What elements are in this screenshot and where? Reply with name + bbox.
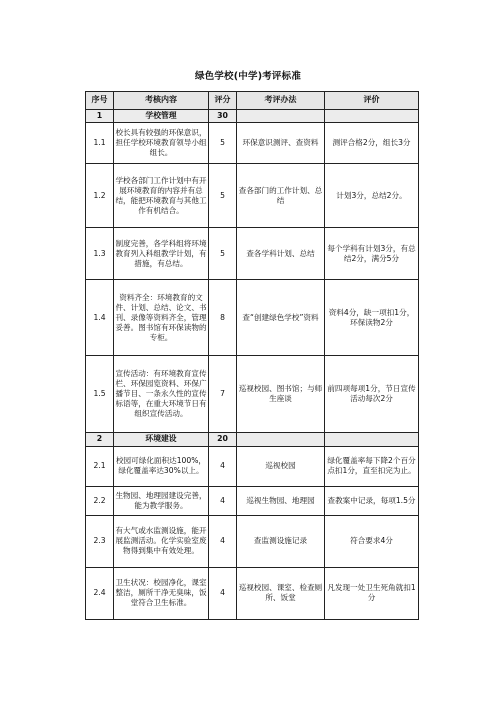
row-content: 有大气或水监测设施，能开展监测活动。化学实验室废物得到集中有效处理。	[114, 515, 209, 567]
section-row-school-management	[86, 110, 419, 123]
row-review: 测评合格2分，组长3分	[325, 123, 419, 164]
table-row	[86, 228, 419, 280]
table-row	[86, 280, 419, 356]
section-score: 20	[209, 433, 237, 446]
row-content: 卫生状况：校园净化，课室整洁，厕所干净无臭味，饭堂符合卫生标准。	[114, 567, 209, 619]
row-method: 巡视校园、图书馆；与师生座谈	[237, 356, 325, 433]
section-name: 环境建设	[114, 433, 209, 446]
evaluation-table	[85, 91, 419, 620]
row-no: 2.1	[86, 446, 114, 486]
row-method: 查各学科计划、总结	[237, 228, 325, 280]
section-name: 学校管理	[114, 110, 209, 123]
row-score: 4	[209, 486, 237, 515]
page-title: 绿色学校(中学)考评标准	[194, 71, 302, 82]
row-content: 宣传活动：有环境教育宣传栏、环保园览资料、环保广播节目、一条永久性的宣传标语等，在重大环境节日有组织宣传活动。	[114, 356, 209, 433]
table-row	[86, 164, 419, 228]
header-no: 序号	[86, 92, 114, 110]
row-no: 2.2	[86, 486, 114, 515]
section-no: 1	[86, 110, 114, 123]
row-score: 4	[209, 446, 237, 486]
row-method: 查“创建绿色学校”资料	[237, 280, 325, 356]
header-score: 评分	[209, 92, 237, 110]
row-method: 查各部门的工作计划、总结	[237, 164, 325, 228]
row-no: 2.3	[86, 515, 114, 567]
row-score: 5	[209, 164, 237, 228]
table-row	[86, 567, 419, 619]
row-score: 8	[209, 280, 237, 356]
header-review: 评价	[325, 92, 419, 110]
row-no: 1.5	[86, 356, 114, 433]
table-row	[86, 515, 419, 567]
row-review: 查教案中记录，每项1.5分	[325, 486, 419, 515]
row-content: 资料齐全：环境教育的文件、计划、总结、论文、书刊、录像等资料齐全，管理妥善。图书馆有环保读物的专柜。	[114, 280, 209, 356]
row-review: 凡发现一处卫生死角就扣1分	[325, 567, 419, 619]
row-no: 1.4	[86, 280, 114, 356]
section-row-environment-construction	[86, 433, 419, 446]
row-review: 符合要求4分	[325, 515, 419, 567]
row-review: 资料4分，缺一项扣1分，环保读物2分	[325, 280, 419, 356]
row-no: 1.3	[86, 228, 114, 280]
row-content: 制度完善，各学科组将环境教育列入科组教学计划，有措施，有总结。	[114, 228, 209, 280]
row-content: 学校各部门工作计划中有开展环境教育的内容并有总结，能把环境教育与其他工作有机结合。	[114, 164, 209, 228]
row-method: 巡视校园	[237, 446, 325, 486]
row-method: 查监测设施记录	[237, 515, 325, 567]
row-content: 校园可绿化面积达100%，绿化覆盖率达30%以上。	[114, 446, 209, 486]
row-review: 计划3分，总结2分。	[325, 164, 419, 228]
header-row	[86, 92, 419, 110]
header-method: 考评办法	[237, 92, 325, 110]
section-empty	[237, 110, 325, 123]
row-review: 每个学科有计划3分，有总结2分，满分5分	[325, 228, 419, 280]
row-no: 1.1	[86, 123, 114, 164]
table-row	[86, 486, 419, 515]
row-score: 7	[209, 356, 237, 433]
row-no: 1.2	[86, 164, 114, 228]
row-score: 5	[209, 123, 237, 164]
row-score: 5	[209, 228, 237, 280]
row-review: 绿化覆盖率每下降2个百分点扣1分，直至扣完为止。	[325, 446, 419, 486]
row-content: 校长具有较强的环保意识，担任学校环境教育领导小组组长。	[114, 123, 209, 164]
row-score: 4	[209, 515, 237, 567]
section-empty	[325, 433, 419, 446]
row-score: 4	[209, 567, 237, 619]
row-no: 2.4	[86, 567, 114, 619]
section-empty	[325, 110, 419, 123]
section-no: 2	[86, 433, 114, 446]
header-content: 考核内容	[114, 92, 209, 110]
row-review: 前四项每项1分，节日宣传活动每次2分	[325, 356, 419, 433]
row-method: 巡视校园、课室、检查厕所、饭堂	[237, 567, 325, 619]
table-row	[86, 446, 419, 486]
row-content: 生物园、地理园建设完善，能为教学服务。	[114, 486, 209, 515]
row-method: 巡视生物园、地理园	[237, 486, 325, 515]
section-empty	[237, 433, 325, 446]
section-score: 30	[209, 110, 237, 123]
row-method: 环保意识测评、查资料	[237, 123, 325, 164]
table-row	[86, 123, 419, 164]
table-row	[86, 356, 419, 433]
